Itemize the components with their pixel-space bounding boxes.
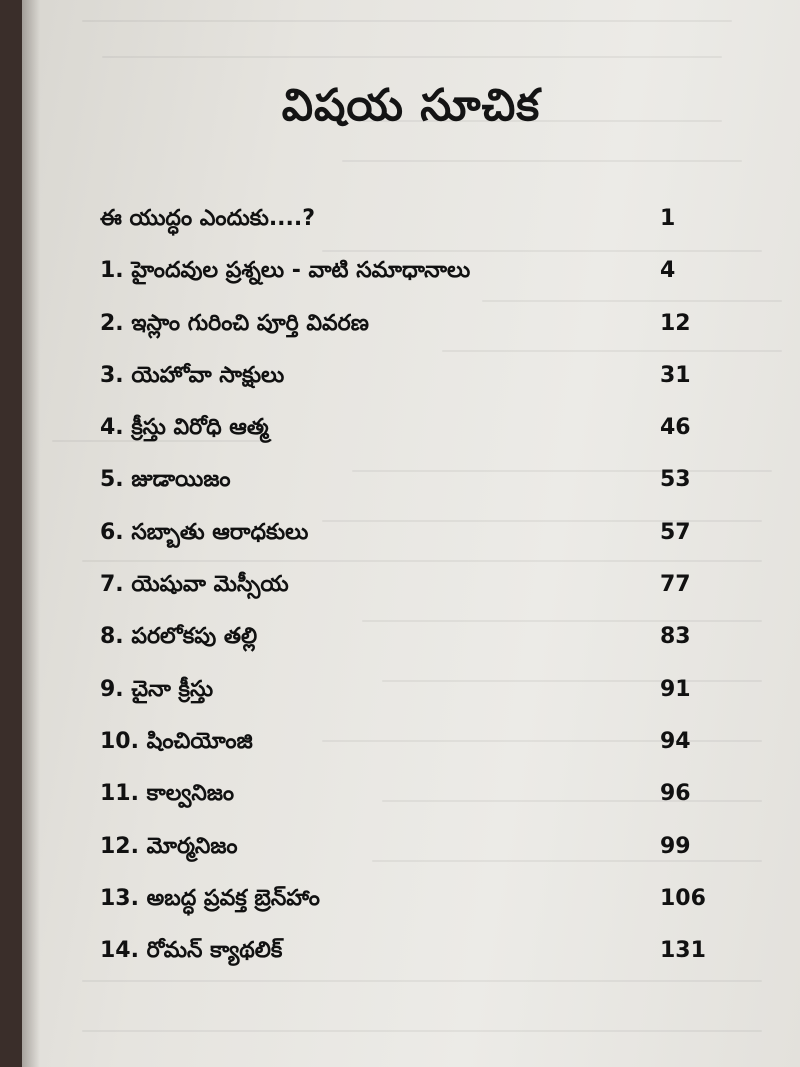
toc-entry-title: 11. కాల్వనిజం	[100, 781, 235, 807]
toc-entry-page: 106	[660, 885, 706, 911]
toc-entry	[100, 723, 720, 775]
toc-entry-title: 1. హైందవుల ప్రశ్నలు - వాటి సమాధానాలు	[100, 258, 471, 284]
toc-entry-title: 2. ఇస్లాం గురించి పూర్తి వివరణ	[100, 310, 369, 336]
page-title: విషయ సూచిక	[281, 80, 541, 131]
toc-entry	[100, 461, 720, 513]
toc-entry-page: 99	[660, 833, 691, 859]
toc-entry-title: 10. షించియోంజి	[100, 728, 253, 754]
toc-entry-page: 83	[660, 624, 691, 650]
toc-entry-page: 94	[660, 728, 691, 754]
toc-entry-title: 7. యెషువా మెస్సీయ	[100, 572, 289, 598]
toc-entry	[100, 618, 720, 670]
toc-entry-title: ఈ యుద్ధం ఎందుకు....?	[100, 206, 316, 231]
toc-entry-title: 4. క్రీస్తు విరోధి ఆత్మ	[100, 415, 269, 441]
toc-entry	[100, 828, 720, 880]
toc-entry-page: 77	[660, 572, 691, 598]
toc-entry	[100, 671, 720, 723]
toc-entry-title: 9. చైనా క్రీస్తు	[100, 676, 214, 702]
toc-entry	[100, 357, 720, 409]
toc-entry-page: 46	[660, 415, 691, 441]
toc-entry-page: 1	[660, 206, 676, 231]
toc-entry-title: 6. సబ్బాతు ఆరాధకులు	[100, 519, 309, 545]
toc-entry-title: 12. మోర్మనిజం	[100, 833, 238, 859]
book-page	[22, 0, 800, 1067]
page-edge-shadow	[22, 0, 40, 1067]
toc-entry-page: 131	[660, 938, 706, 964]
toc-entry	[100, 775, 720, 827]
toc-entry	[100, 409, 720, 461]
table-of-contents	[100, 200, 720, 984]
toc-entry-title: 14. రోమన్ క్యాథలిక్	[100, 938, 283, 964]
toc-entry-page: 96	[660, 781, 691, 807]
toc-entry-page: 53	[660, 467, 691, 493]
toc-entry	[100, 566, 720, 618]
toc-entry	[100, 200, 720, 252]
toc-entry-title: 3. యెహోవా సాక్షులు	[100, 362, 285, 388]
toc-entry-title: 13. అబద్ధ ప్రవక్త బ్రెన్‌హాం	[100, 885, 320, 911]
toc-entry	[100, 514, 720, 566]
toc-entry	[100, 305, 720, 357]
toc-entry-title: 8. పరలోకపు తల్లి	[100, 624, 258, 650]
toc-entry-page: 31	[660, 362, 691, 388]
toc-entry-page: 4	[660, 258, 676, 284]
toc-entry-page: 57	[660, 519, 691, 545]
toc-entry	[100, 880, 720, 932]
toc-entry	[100, 932, 720, 984]
toc-entry	[100, 252, 720, 304]
toc-entry-page: 91	[660, 676, 691, 702]
toc-entry-page: 12	[660, 310, 691, 336]
toc-entry-title: 5. జుడాయిజం	[100, 467, 231, 493]
